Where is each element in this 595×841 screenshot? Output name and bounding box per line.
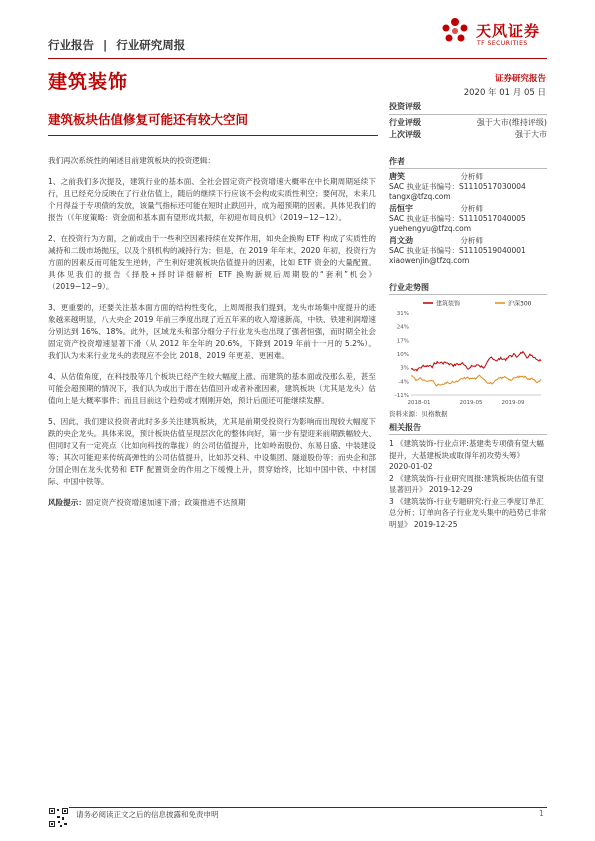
report-category [48,37,185,53]
header-divider [48,58,547,59]
body-paragraph: 1、之前我们多次提及，建筑行业的基本面、全社会固定资产投资增速大概率在中长期周期延续下行，且已经充分反映在了行业估值上，随后的继续下行应该不会构成实质性利空；要何况，未来几个月得益于专项债的发放，该量气指标还可能在短时止跌回升，成为超预期的因素。具体见我们的报告（《年度策略：资金面和基本面有望形成共振，年初迎布局良机》（2019−12−12）。 [48,177,376,222]
report-title: 建筑板块估值修复可能还有较大空间 [48,112,249,127]
related-block [389,422,547,530]
body-paragraph: 2、在投资行为方面，之前或由于一些利空因素持续在发挥作用，如央企换购 ETF 构成了实质性的减持和二级市场抛压，以及个别机构的减持行为；但是，在 2019 年年末、2020 年初，投资行为方面的因素反而可能发生逆转，产生利好建筑板块估值提升的因素，比如 ETF 资金的大量配置。具体见我们的报告《择股+择时详细解析 ETF 换购新规后周期股的“套利”机会》（2019−12−9）。 [48,234,376,291]
author-sac: SAC 执业证书编号：S1110519040001 [389,246,526,255]
category-label: 行业报告 [48,38,94,52]
related-divider [389,434,547,435]
rating-key: 上次评级 [389,130,421,139]
series-line-csi300 [411,375,541,386]
author-name: 岳恒宇 [389,204,413,213]
author-sac: SAC 执业证书编号：S1110517030004 [389,182,526,191]
author-name: 肖文劲 [389,236,413,245]
related-item[interactable]: 3 《建筑装饰-行业专题研究:行业三季度订单汇总分析；订单向各子行业龙头集中的趋势已非常明显》 2019-12-25 [389,496,547,529]
author-entry [389,172,547,202]
x-tick-label: 2019-09 [501,400,525,406]
trend-header: 行业走势图 [389,283,429,292]
y-tick-label: 17% [396,338,409,345]
subcategory-label: 行业研究周报 [116,38,186,52]
y-tick-label: 31% [396,311,409,317]
trend-source: 资料来源：贝格数据 [389,410,448,418]
risk-warning [48,497,376,509]
x-tick-label: 2018-01 [407,400,431,406]
authors-header: 作者 [389,157,405,166]
risk-text: 固定资产投资增速加速下滑；政策推进不达预期 [85,498,246,507]
series-line-construction [411,352,541,371]
page-number: 1 [539,809,544,818]
legend-label: 沪深300 [508,300,532,308]
body-paragraph: 5、因此，我们建议投资者此时多多关注建筑板块，尤其是前期受投资行为影响而出现较大幅度下跌的央企龙头。具体来说，预计板块估值呈现层次化的整体向好，第一步有望迎来前期跌幅较大、但同时又有一定亮点（比如向科技的靠拢）的公司估值提升，比如岭南股份、东易日盛、中装建设等；其次可能迎来传统高弹性的公司估值提升，比如苏交科、中设集团、隧道股份等；而央企和部分国企则在龙头优势和 ETF 配置资金的作用之下缓慢上升，贯穿始终，比如中国中铁、中材国际、中国中铁等。 [48,417,376,486]
sector-title: 建筑装饰 [48,71,129,93]
trend-divider [389,294,547,295]
rating-block [389,101,547,141]
related-item[interactable]: 1 《建筑装饰-行业点评:基建类专项债有望大幅提升，大基建板块或取得年初攻势头筹》 2020-01-02 [389,439,544,471]
y-tick-label: 10% [396,352,409,358]
footer-divider [48,807,547,808]
body-paragraph: 3、更重要的，还要关注基本面方面的结构性变化，上周周报我们提到，龙头市场集中度提升的迹象越来越明显，八大央企 2019 年前三季度出现了近五年来的收入增速新高，中铁、铁建利润增速分别达到 16%、18%。此外，区域龙头和部分细分子行业龙头也出现了强者恒强，而时期全社会固定资产投资增速显著下滑（从 2012 年全年的 20.6%，下降到 2019 年前十一月的 5.2%）。我们认为未来行业龙头的表现应不会比 2018、2019 年更差、更困难。 [48,303,376,360]
brand-mark-icon [440,16,470,46]
rating-divider [389,114,547,115]
rating-key: 行业评级 [389,118,421,127]
author-entry [389,204,547,234]
trend-chart [389,297,547,407]
author-sac: SAC 执业证书编号：S1110517040005 [389,214,526,223]
author-title: 分析师 [460,204,483,213]
body-paragraph: 4、从估值角度，在科技股等几个板块已经产生较大幅度上涨、而建筑的基本面或没那么差，甚至可能会超预期的情况下，我们认为或出于潜在估值回升或者补涨因素，建筑板块（尤其是龙头）估值向上是大概率事件；而且目前这个趋势或才刚刚开始，预计后面还可能继续发酵。 [48,372,376,405]
y-tick-label: -11% [394,393,409,399]
report-body [48,155,376,518]
y-tick-label: -4% [398,379,409,386]
title-divider [48,135,378,136]
rating-row [389,117,547,129]
footer-disclaimer: 请务必阅读正文之后的信息披露和免责申明 [76,810,219,819]
author-title: 分析师 [460,236,483,245]
author-email[interactable]: yuehengyu@tfzq.com [389,224,472,233]
brand-name: 天风证券 [476,22,541,40]
related-header: 相关报告 [389,423,421,432]
x-tick-label: 2019-05 [459,400,483,406]
author-email[interactable]: xiaowenjin@tfzq.com [389,256,470,265]
author-email[interactable]: tangx@tfzq.com [389,192,451,201]
author-entry [389,236,547,266]
y-tick-label: 24% [396,324,409,331]
brand-sub: TF SECURITIES [477,40,528,47]
brand-logo [440,14,560,54]
qr-code-icon [48,807,69,828]
rating-value: 强于大市(维持评级) [476,118,547,127]
body-paragraph: 我们再次系统性的阐述目前建筑板块的投资逻辑： [48,156,216,165]
author-title: 分析师 [460,172,483,181]
rating-header: 投资评级 [389,102,421,111]
rating-value: 强于大市 [515,130,547,139]
authors-divider [389,168,547,169]
y-tick-label: 3% [400,365,409,372]
category-separator: | [103,38,108,52]
authors-block [389,156,547,266]
related-item[interactable]: 2 《建筑装饰-行业研究周报:建筑板块估值有望显著回升》 2019-12-29 [389,473,544,494]
trend-block [389,282,547,419]
legend-label: 建筑装饰 [436,300,461,308]
report-type: 证券研究报告 [494,74,546,84]
author-name: 唐笑 [389,172,405,181]
risk-label: 风险提示： [48,498,86,507]
rating-row [389,129,547,141]
report-date: 2020 年 01 月 05 日 [463,88,546,98]
